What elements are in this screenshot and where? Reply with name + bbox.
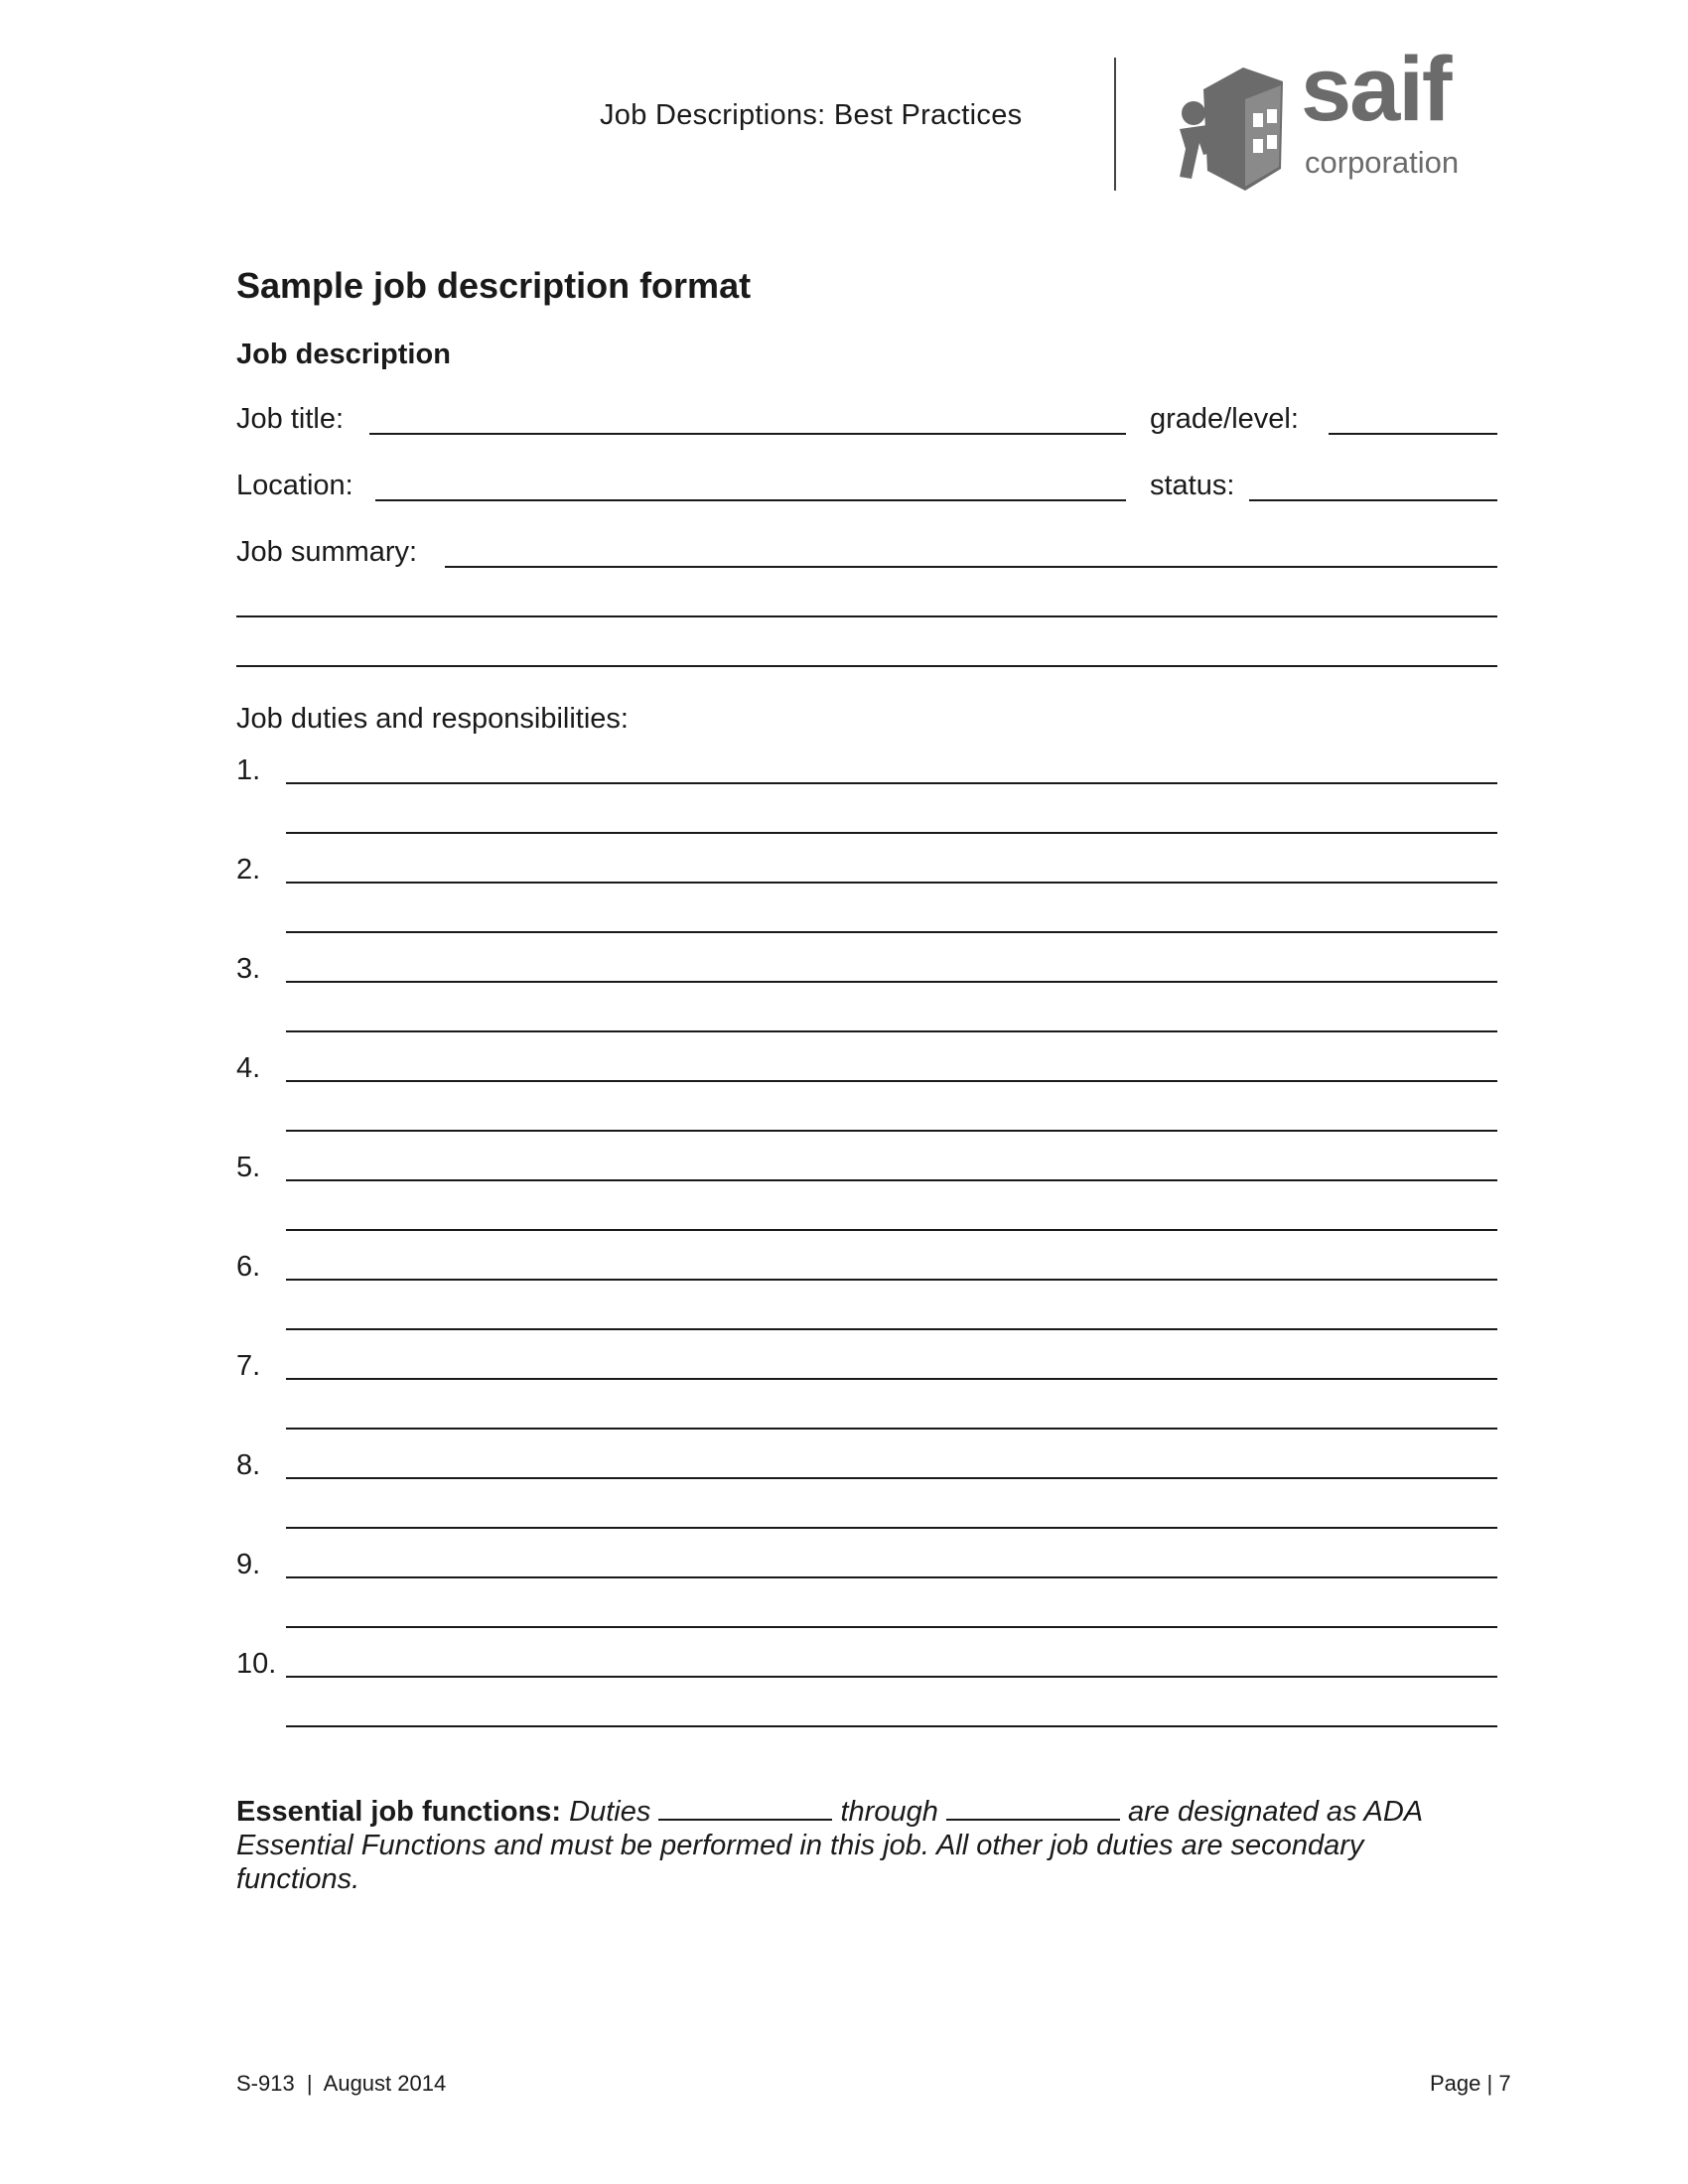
saif-logo — [1174, 39, 1472, 195]
duties-from-blank[interactable] — [658, 1795, 832, 1821]
logo-subtitle: corporation — [1305, 145, 1460, 180]
header-divider — [1114, 58, 1116, 191]
job-title-label: Job title: — [236, 403, 344, 435]
duties-label: Job duties and responsibilities: — [236, 703, 629, 735]
duties-to-blank[interactable] — [946, 1795, 1120, 1821]
duty-line[interactable] — [286, 1676, 1497, 1678]
duty-line[interactable] — [286, 1279, 1497, 1281]
duty-line[interactable] — [286, 931, 1497, 933]
duty-number: 8. — [236, 1449, 261, 1481]
duty-line[interactable] — [286, 1576, 1497, 1578]
essential-through-text: through — [840, 1796, 938, 1828]
location-label: Location: — [236, 470, 353, 501]
duty-line[interactable] — [286, 981, 1497, 983]
duty-line[interactable] — [286, 1477, 1497, 1479]
duty-line[interactable] — [286, 1179, 1497, 1181]
grade-level-line[interactable] — [1329, 433, 1497, 435]
duty-line[interactable] — [286, 1527, 1497, 1529]
job-summary-label: Job summary: — [236, 536, 418, 568]
status-label: status: — [1150, 470, 1235, 501]
duty-number: 4. — [236, 1052, 261, 1084]
duty-number: 10. — [236, 1648, 277, 1680]
logo-wordmark: saif — [1301, 39, 1451, 140]
duty-line[interactable] — [286, 1725, 1497, 1727]
duty-line[interactable] — [286, 1378, 1497, 1380]
duty-line[interactable] — [286, 882, 1497, 884]
location-line[interactable] — [375, 499, 1126, 501]
job-summary-line[interactable] — [236, 615, 1497, 617]
duty-line[interactable] — [286, 1030, 1497, 1032]
duty-number: 1. — [236, 754, 261, 786]
duty-number: 5. — [236, 1152, 261, 1183]
duty-line[interactable] — [286, 832, 1497, 834]
job-summary-line[interactable] — [236, 665, 1497, 667]
job-title-line[interactable] — [369, 433, 1126, 435]
duty-number: 6. — [236, 1251, 261, 1283]
duty-number: 3. — [236, 953, 261, 985]
footer-page-number: Page | 7 — [1430, 2071, 1511, 2096]
footer-document-id: S-913 | August 2014 — [236, 2071, 447, 2096]
header-title: Job Descriptions: Best Practices — [600, 99, 1023, 131]
duty-number: 9. — [236, 1549, 261, 1580]
duty-line[interactable] — [286, 1428, 1497, 1430]
essential-functions-label: Essential job functions: — [236, 1796, 562, 1828]
grade-level-label: grade/level: — [1150, 403, 1299, 435]
essential-duties-text: Duties — [569, 1796, 651, 1828]
duty-line[interactable] — [286, 1626, 1497, 1628]
page-title: Sample job description format — [236, 265, 752, 306]
section-title: Job description — [236, 339, 451, 370]
job-summary-line[interactable] — [445, 566, 1497, 568]
duty-line[interactable] — [286, 1328, 1497, 1330]
status-line[interactable] — [1249, 499, 1497, 501]
duty-line[interactable] — [286, 1130, 1497, 1132]
essential-functions-paragraph — [236, 1795, 1487, 1896]
essential-rest-text: are designated as ADA Essential Functions and must be performed in this job. All other job duties are secondary functions. — [236, 1796, 1423, 1895]
duty-line[interactable] — [286, 782, 1497, 784]
duty-line[interactable] — [286, 1229, 1497, 1231]
duty-number: 2. — [236, 854, 261, 886]
saif-logo-icon — [1174, 60, 1303, 191]
duty-line[interactable] — [286, 1080, 1497, 1082]
duty-number: 7. — [236, 1350, 261, 1382]
